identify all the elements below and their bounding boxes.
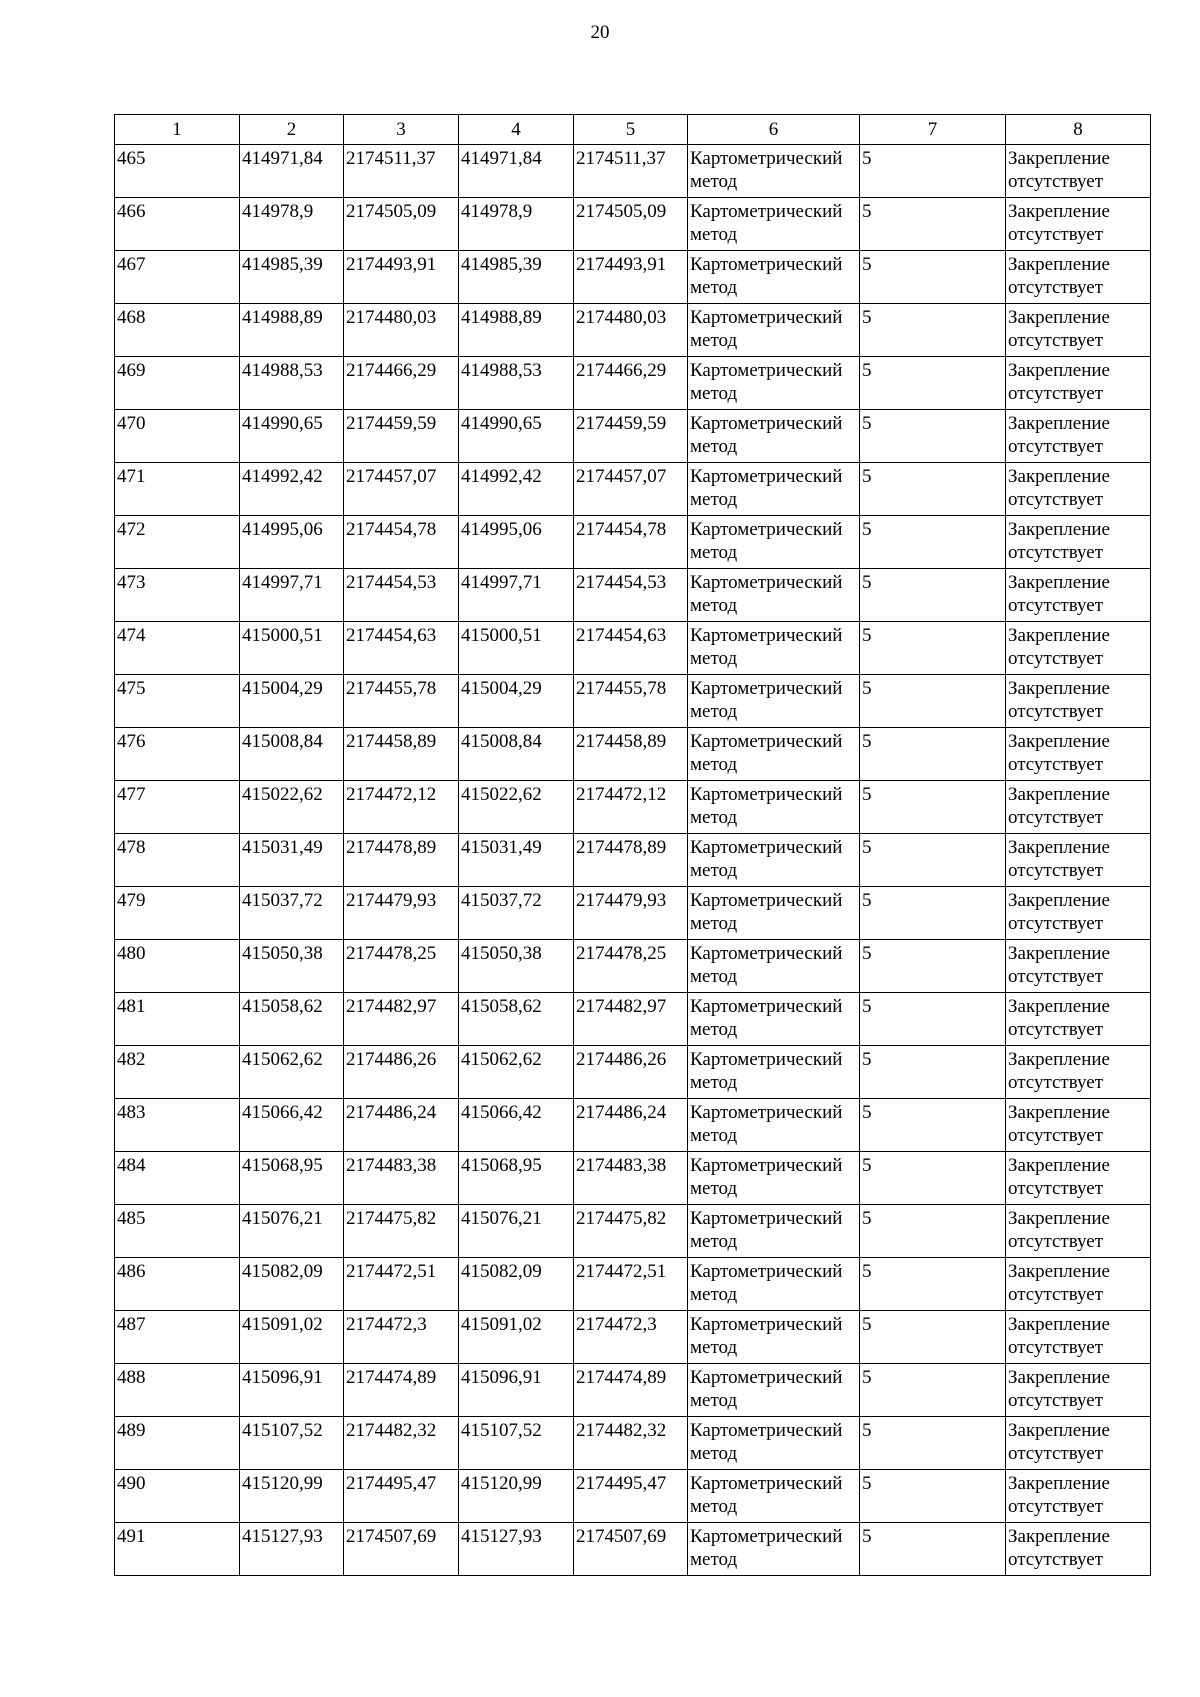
x-new-cell: 414978,9 — [459, 198, 574, 251]
table-row — [115, 357, 1151, 410]
x-old-cell: 414988,53 — [240, 357, 344, 410]
table-row — [115, 1523, 1151, 1576]
fixing-description-cell: Закрепление отсутствует — [1006, 1152, 1151, 1205]
method-cell: Картометрический метод — [688, 781, 860, 834]
fixing-description-cell: Закрепление отсутствует — [1006, 728, 1151, 781]
method-cell: Картометрический метод — [688, 940, 860, 993]
x-old-cell: 415031,49 — [240, 834, 344, 887]
x-old-cell: 415107,52 — [240, 1417, 344, 1470]
method-cell: Картометрический метод — [688, 1046, 860, 1099]
method-cell: Картометрический метод — [688, 1470, 860, 1523]
y-old-cell: 2174475,82 — [344, 1205, 459, 1258]
point-number-cell: 473 — [115, 569, 240, 622]
x-new-cell: 415008,84 — [459, 728, 574, 781]
y-new-cell: 2174480,03 — [574, 304, 688, 357]
point-number-cell: 467 — [115, 251, 240, 304]
method-cell: Картометрический метод — [688, 410, 860, 463]
y-new-cell: 2174475,82 — [574, 1205, 688, 1258]
x-new-cell: 415127,93 — [459, 1523, 574, 1576]
method-cell: Картометрический метод — [688, 834, 860, 887]
accuracy-cell: 5 — [860, 1311, 1006, 1364]
x-old-cell: 415066,42 — [240, 1099, 344, 1152]
accuracy-cell: 5 — [860, 198, 1006, 251]
fixing-description-cell: Закрепление отсутствует — [1006, 145, 1151, 198]
x-old-cell: 415008,84 — [240, 728, 344, 781]
y-new-cell: 2174458,89 — [574, 728, 688, 781]
table-row — [115, 1470, 1151, 1523]
method-cell: Картометрический метод — [688, 1099, 860, 1152]
point-number-cell: 465 — [115, 145, 240, 198]
y-old-cell: 2174454,78 — [344, 516, 459, 569]
point-number-cell: 466 — [115, 198, 240, 251]
x-old-cell: 414988,89 — [240, 304, 344, 357]
x-old-cell: 414990,65 — [240, 410, 344, 463]
x-new-cell: 414995,06 — [459, 516, 574, 569]
y-old-cell: 2174472,3 — [344, 1311, 459, 1364]
fixing-description-cell: Закрепление отсутствует — [1006, 251, 1151, 304]
point-number-cell: 481 — [115, 993, 240, 1046]
method-cell: Картометрический метод — [688, 463, 860, 516]
table-row — [115, 145, 1151, 198]
x-new-cell: 415058,62 — [459, 993, 574, 1046]
x-old-cell: 414997,71 — [240, 569, 344, 622]
method-cell: Картометрический метод — [688, 251, 860, 304]
coordinates-table — [114, 114, 1151, 1576]
y-new-cell: 2174466,29 — [574, 357, 688, 410]
table-row — [115, 675, 1151, 728]
y-new-cell: 2174511,37 — [574, 145, 688, 198]
table-row — [115, 516, 1151, 569]
accuracy-cell: 5 — [860, 1152, 1006, 1205]
table-row — [115, 1099, 1151, 1152]
column-header-7: 7 — [860, 115, 1006, 145]
x-new-cell: 415000,51 — [459, 622, 574, 675]
accuracy-cell: 5 — [860, 463, 1006, 516]
accuracy-cell: 5 — [860, 622, 1006, 675]
x-new-cell: 415120,99 — [459, 1470, 574, 1523]
x-old-cell: 415127,93 — [240, 1523, 344, 1576]
x-new-cell: 415050,38 — [459, 940, 574, 993]
table-row — [115, 728, 1151, 781]
accuracy-cell: 5 — [860, 728, 1006, 781]
point-number-cell: 488 — [115, 1364, 240, 1417]
y-new-cell: 2174478,25 — [574, 940, 688, 993]
x-new-cell: 415022,62 — [459, 781, 574, 834]
table-row — [115, 834, 1151, 887]
y-old-cell: 2174455,78 — [344, 675, 459, 728]
x-new-cell: 415037,72 — [459, 887, 574, 940]
method-cell: Картометрический метод — [688, 1523, 860, 1576]
table-row — [115, 1152, 1151, 1205]
point-number-cell: 489 — [115, 1417, 240, 1470]
method-cell: Картометрический метод — [688, 1311, 860, 1364]
fixing-description-cell: Закрепление отсутствует — [1006, 940, 1151, 993]
table-row — [115, 198, 1151, 251]
point-number-cell: 472 — [115, 516, 240, 569]
method-cell: Картометрический метод — [688, 1152, 860, 1205]
accuracy-cell: 5 — [860, 1417, 1006, 1470]
y-old-cell: 2174458,89 — [344, 728, 459, 781]
accuracy-cell: 5 — [860, 887, 1006, 940]
table-row — [115, 251, 1151, 304]
accuracy-cell: 5 — [860, 781, 1006, 834]
y-old-cell: 2174505,09 — [344, 198, 459, 251]
point-number-cell: 476 — [115, 728, 240, 781]
table-row — [115, 1258, 1151, 1311]
point-number-cell: 482 — [115, 1046, 240, 1099]
accuracy-cell: 5 — [860, 304, 1006, 357]
method-cell: Картометрический метод — [688, 622, 860, 675]
x-new-cell: 415004,29 — [459, 675, 574, 728]
point-number-cell: 486 — [115, 1258, 240, 1311]
point-number-cell: 468 — [115, 304, 240, 357]
y-new-cell: 2174507,69 — [574, 1523, 688, 1576]
x-old-cell: 415058,62 — [240, 993, 344, 1046]
x-old-cell: 414985,39 — [240, 251, 344, 304]
x-old-cell: 415068,95 — [240, 1152, 344, 1205]
x-old-cell: 415022,62 — [240, 781, 344, 834]
y-old-cell: 2174478,25 — [344, 940, 459, 993]
y-new-cell: 2174454,53 — [574, 569, 688, 622]
y-new-cell: 2174505,09 — [574, 198, 688, 251]
y-old-cell: 2174483,38 — [344, 1152, 459, 1205]
x-new-cell: 414990,65 — [459, 410, 574, 463]
y-old-cell: 2174472,51 — [344, 1258, 459, 1311]
accuracy-cell: 5 — [860, 516, 1006, 569]
accuracy-cell: 5 — [860, 1470, 1006, 1523]
method-cell: Картометрический метод — [688, 993, 860, 1046]
x-old-cell: 415082,09 — [240, 1258, 344, 1311]
y-old-cell: 2174454,63 — [344, 622, 459, 675]
table-row — [115, 1417, 1151, 1470]
y-new-cell: 2174495,47 — [574, 1470, 688, 1523]
y-new-cell: 2174454,63 — [574, 622, 688, 675]
accuracy-cell: 5 — [860, 1364, 1006, 1417]
table-row — [115, 940, 1151, 993]
method-cell: Картометрический метод — [688, 1258, 860, 1311]
table-row — [115, 463, 1151, 516]
accuracy-cell: 5 — [860, 1258, 1006, 1311]
x-old-cell: 415062,62 — [240, 1046, 344, 1099]
y-new-cell: 2174486,26 — [574, 1046, 688, 1099]
method-cell: Картометрический метод — [688, 675, 860, 728]
accuracy-cell: 5 — [860, 145, 1006, 198]
point-number-cell: 470 — [115, 410, 240, 463]
table-row — [115, 304, 1151, 357]
point-number-cell: 490 — [115, 1470, 240, 1523]
accuracy-cell: 5 — [860, 1205, 1006, 1258]
fixing-description-cell: Закрепление отсутствует — [1006, 516, 1151, 569]
y-old-cell: 2174511,37 — [344, 145, 459, 198]
x-new-cell: 415031,49 — [459, 834, 574, 887]
y-old-cell: 2174495,47 — [344, 1470, 459, 1523]
table-row — [115, 410, 1151, 463]
fixing-description-cell: Закрепление отсутствует — [1006, 1470, 1151, 1523]
y-new-cell: 2174478,89 — [574, 834, 688, 887]
fixing-description-cell: Закрепление отсутствует — [1006, 357, 1151, 410]
accuracy-cell: 5 — [860, 1523, 1006, 1576]
accuracy-cell: 5 — [860, 1099, 1006, 1152]
y-old-cell: 2174493,91 — [344, 251, 459, 304]
y-old-cell: 2174459,59 — [344, 410, 459, 463]
accuracy-cell: 5 — [860, 940, 1006, 993]
table-row — [115, 1311, 1151, 1364]
column-header-5: 5 — [574, 115, 688, 145]
y-old-cell: 2174478,89 — [344, 834, 459, 887]
accuracy-cell: 5 — [860, 251, 1006, 304]
x-new-cell: 414997,71 — [459, 569, 574, 622]
fixing-description-cell: Закрепление отсутствует — [1006, 887, 1151, 940]
x-new-cell: 415066,42 — [459, 1099, 574, 1152]
fixing-description-cell: Закрепление отсутствует — [1006, 410, 1151, 463]
x-new-cell: 415096,91 — [459, 1364, 574, 1417]
point-number-cell: 469 — [115, 357, 240, 410]
fixing-description-cell: Закрепление отсутствует — [1006, 1417, 1151, 1470]
method-cell: Картометрический метод — [688, 304, 860, 357]
method-cell: Картометрический метод — [688, 1364, 860, 1417]
point-number-cell: 487 — [115, 1311, 240, 1364]
method-cell: Картометрический метод — [688, 145, 860, 198]
fixing-description-cell: Закрепление отсутствует — [1006, 1311, 1151, 1364]
y-old-cell: 2174482,97 — [344, 993, 459, 1046]
point-number-cell: 477 — [115, 781, 240, 834]
x-old-cell: 415120,99 — [240, 1470, 344, 1523]
accuracy-cell: 5 — [860, 834, 1006, 887]
y-new-cell: 2174472,3 — [574, 1311, 688, 1364]
fixing-description-cell: Закрепление отсутствует — [1006, 463, 1151, 516]
accuracy-cell: 5 — [860, 675, 1006, 728]
x-old-cell: 415004,29 — [240, 675, 344, 728]
point-number-cell: 485 — [115, 1205, 240, 1258]
method-cell: Картометрический метод — [688, 1205, 860, 1258]
method-cell: Картометрический метод — [688, 1417, 860, 1470]
x-new-cell: 414988,53 — [459, 357, 574, 410]
y-new-cell: 2174482,97 — [574, 993, 688, 1046]
accuracy-cell: 5 — [860, 410, 1006, 463]
y-new-cell: 2174483,38 — [574, 1152, 688, 1205]
x-new-cell: 415107,52 — [459, 1417, 574, 1470]
table-row — [115, 1364, 1151, 1417]
y-new-cell: 2174474,89 — [574, 1364, 688, 1417]
accuracy-cell: 5 — [860, 357, 1006, 410]
method-cell: Картометрический метод — [688, 887, 860, 940]
x-new-cell: 415062,62 — [459, 1046, 574, 1099]
accuracy-cell: 5 — [860, 1046, 1006, 1099]
y-old-cell: 2174486,24 — [344, 1099, 459, 1152]
fixing-description-cell: Закрепление отсутствует — [1006, 834, 1151, 887]
table-row — [115, 1205, 1151, 1258]
x-new-cell: 415068,95 — [459, 1152, 574, 1205]
x-old-cell: 414992,42 — [240, 463, 344, 516]
point-number-cell: 484 — [115, 1152, 240, 1205]
y-old-cell: 2174486,26 — [344, 1046, 459, 1099]
column-header-4: 4 — [459, 115, 574, 145]
x-old-cell: 415091,02 — [240, 1311, 344, 1364]
point-number-cell: 474 — [115, 622, 240, 675]
point-number-cell: 478 — [115, 834, 240, 887]
column-header-6: 6 — [688, 115, 860, 145]
y-old-cell: 2174466,29 — [344, 357, 459, 410]
y-old-cell: 2174472,12 — [344, 781, 459, 834]
y-new-cell: 2174472,12 — [574, 781, 688, 834]
method-cell: Картометрический метод — [688, 198, 860, 251]
x-new-cell: 415082,09 — [459, 1258, 574, 1311]
y-old-cell: 2174507,69 — [344, 1523, 459, 1576]
table-row — [115, 569, 1151, 622]
point-number-cell: 471 — [115, 463, 240, 516]
fixing-description-cell: Закрепление отсутствует — [1006, 1099, 1151, 1152]
fixing-description-cell: Закрепление отсутствует — [1006, 198, 1151, 251]
table-row — [115, 1046, 1151, 1099]
x-new-cell: 414971,84 — [459, 145, 574, 198]
y-new-cell: 2174457,07 — [574, 463, 688, 516]
table-header-row — [115, 115, 1151, 145]
y-new-cell: 2174459,59 — [574, 410, 688, 463]
x-old-cell: 415000,51 — [240, 622, 344, 675]
x-new-cell: 414985,39 — [459, 251, 574, 304]
table-row — [115, 622, 1151, 675]
x-new-cell: 415076,21 — [459, 1205, 574, 1258]
table-row — [115, 781, 1151, 834]
accuracy-cell: 5 — [860, 569, 1006, 622]
y-new-cell: 2174454,78 — [574, 516, 688, 569]
fixing-description-cell: Закрепление отсутствует — [1006, 304, 1151, 357]
table-row — [115, 887, 1151, 940]
x-old-cell: 415037,72 — [240, 887, 344, 940]
fixing-description-cell: Закрепление отсутствует — [1006, 675, 1151, 728]
x-old-cell: 415076,21 — [240, 1205, 344, 1258]
y-old-cell: 2174482,32 — [344, 1417, 459, 1470]
method-cell: Картометрический метод — [688, 357, 860, 410]
column-header-2: 2 — [240, 115, 344, 145]
x-old-cell: 414971,84 — [240, 145, 344, 198]
x-old-cell: 414978,9 — [240, 198, 344, 251]
fixing-description-cell: Закрепление отсутствует — [1006, 1205, 1151, 1258]
x-old-cell: 415096,91 — [240, 1364, 344, 1417]
point-number-cell: 480 — [115, 940, 240, 993]
fixing-description-cell: Закрепление отсутствует — [1006, 1258, 1151, 1311]
y-old-cell: 2174454,53 — [344, 569, 459, 622]
y-old-cell: 2174480,03 — [344, 304, 459, 357]
fixing-description-cell: Закрепление отсутствует — [1006, 1364, 1151, 1417]
x-old-cell: 415050,38 — [240, 940, 344, 993]
y-new-cell: 2174482,32 — [574, 1417, 688, 1470]
table-row — [115, 993, 1151, 1046]
column-header-3: 3 — [344, 115, 459, 145]
page-number: 20 — [590, 22, 610, 43]
y-new-cell: 2174472,51 — [574, 1258, 688, 1311]
column-header-8: 8 — [1006, 115, 1151, 145]
fixing-description-cell: Закрепление отсутствует — [1006, 781, 1151, 834]
method-cell: Картометрический метод — [688, 569, 860, 622]
point-number-cell: 491 — [115, 1523, 240, 1576]
y-new-cell: 2174479,93 — [574, 887, 688, 940]
x-new-cell: 415091,02 — [459, 1311, 574, 1364]
y-new-cell: 2174493,91 — [574, 251, 688, 304]
fixing-description-cell: Закрепление отсутствует — [1006, 1523, 1151, 1576]
fixing-description-cell: Закрепление отсутствует — [1006, 622, 1151, 675]
point-number-cell: 475 — [115, 675, 240, 728]
y-old-cell: 2174457,07 — [344, 463, 459, 516]
x-new-cell: 414992,42 — [459, 463, 574, 516]
fixing-description-cell: Закрепление отсутствует — [1006, 569, 1151, 622]
fixing-description-cell: Закрепление отсутствует — [1006, 993, 1151, 1046]
accuracy-cell: 5 — [860, 993, 1006, 1046]
method-cell: Картометрический метод — [688, 728, 860, 781]
fixing-description-cell: Закрепление отсутствует — [1006, 1046, 1151, 1099]
y-new-cell: 2174455,78 — [574, 675, 688, 728]
point-number-cell: 479 — [115, 887, 240, 940]
point-number-cell: 483 — [115, 1099, 240, 1152]
column-header-1: 1 — [115, 115, 240, 145]
y-old-cell: 2174479,93 — [344, 887, 459, 940]
table-body — [115, 145, 1151, 1576]
x-new-cell: 414988,89 — [459, 304, 574, 357]
method-cell: Картометрический метод — [688, 516, 860, 569]
x-old-cell: 414995,06 — [240, 516, 344, 569]
y-old-cell: 2174474,89 — [344, 1364, 459, 1417]
y-new-cell: 2174486,24 — [574, 1099, 688, 1152]
